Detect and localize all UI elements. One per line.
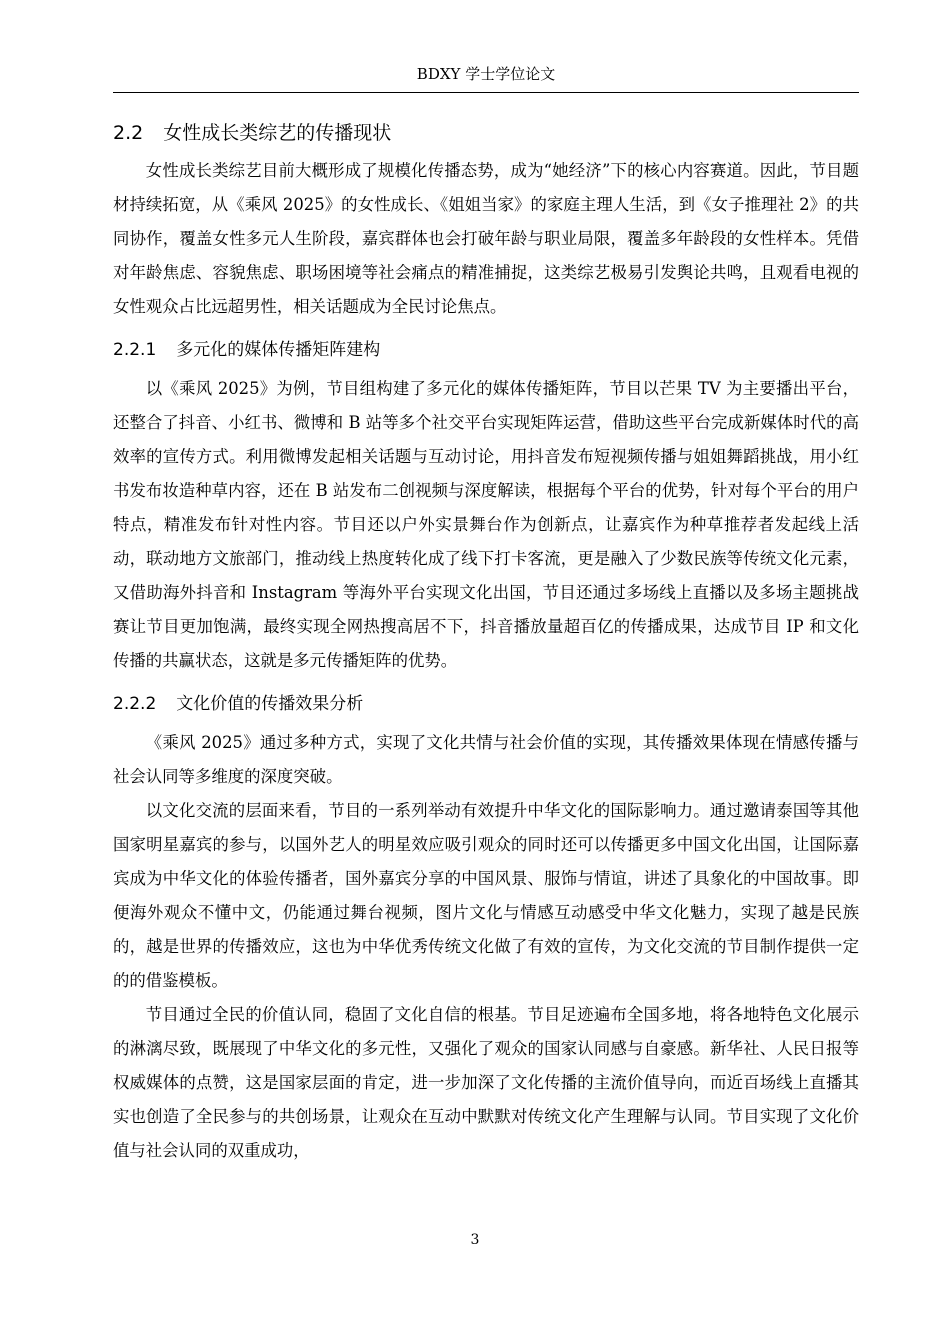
paragraph: 以文化交流的层面来看，节目的一系列举动有效提升中华文化的国际影响力。通过邀请泰国等其他国家明星嘉宾的参与，以国外艺人的明星效应吸引观众的同时还可以传播更多中国文化出国，让国际嘉宾成为中华文化的体验传播者，国外嘉宾分享的中国风景、服饰与情谊，讲述了具象化的中国故事。即便海外观众不懂中文，仍能通过舞台视频，图片文化与情感互动感受中华文化魅力，实现了越是民族的，越是世界的传播效应，这也为中华优秀传统文化做了有效的宣传，为文化交流的节目制作提供一定的的借鉴模板。 [113, 801, 859, 990]
section-title: 女性成长类综艺的传播现状 [163, 122, 392, 144]
section-title: 多元化的媒体传播矩阵建构 [176, 340, 381, 360]
section-heading-2-2 [113, 120, 859, 146]
section-title: 文化价值的传播效果分析 [176, 694, 364, 714]
page-number: 3 [470, 1232, 480, 1248]
paragraph: 节目通过全民的价值认同，稳固了文化自信的根基。节目足迹遍布全国多地，将各地特色文化展示的淋漓尽致，既展现了中华文化的多元性，又强化了观众的国家认同感与自豪感。新华社、人民日报等权威媒体的点赞，这是国家层面的肯定，进一步加深了文化传播的主流价值导向，而近百场线上直播其实也创造了全民参与的共创场景，让观众在互动中默默对传统文化产生理解与认同。节目实现了文化价值与社会认同的双重成功， [113, 1005, 859, 1160]
section-number: 2.2.1 [113, 340, 157, 360]
paragraph: 以《乘风 2025》为例，节目组构建了多元化的媒体传播矩阵，节目以芒果 TV 为主要播出平台，还整合了抖音、小红书、微博和 B 站等多个社交平台实现矩阵运营，借助这些平台完成新媒体时代的高效率的宣传方式。利用微博发起相关话题与互动讨论，用抖音发布短视频传播与姐姐舞蹈挑战，用小红书发布妆造种草内容，还在 B 站发布二创视频与深度解读，根据每个平台的优势，针对每个平台的用户特点，精准发布针对性内容。节目还以户外实景舞台作为创新点，让嘉宾作为种草推荐者发起线上活动，联动地方文旅部门，推动线上热度转化成了线下打卡客流，更是融入了少数民族等传统文化元素，又借助海外抖音和 Instagram 等海外平台实现文化出国，节目还通过多场线上直播以及多场主题挑战赛让节目更加饱满，最终实现全网热搜高居不下，抖音播放量超百亿的传播成果，达成节目 IP 和文化传播的共赢状态，这就是多元传播矩阵的优势。 [113, 379, 859, 670]
paragraph: 女性成长类综艺目前大概形成了规模化传播态势，成为“她经济”下的核心内容赛道。因此，节目题材持续拓宽，从《乘风 2025》的女性成长、《姐姐当家》的家庭主理人生活，到《女子推理社 2》的共同协作，覆盖女性多元人生阶段，嘉宾群体也会打破年龄与职业局限，覆盖多年龄段的女性样本。凭借对年龄焦虑、容貌焦虑、职场困境等社会痛点的精准捕捉，这类综艺极易引发舆论共鸣，且观看电视的女性观众占比远超男性，相关话题成为全民讨论焦点。 [113, 161, 859, 316]
page-content [113, 112, 859, 1168]
header-rule [113, 92, 859, 93]
section-number: 2.2.2 [113, 694, 157, 714]
section-heading-2-2-1 [113, 338, 859, 362]
section-number: 2.2 [113, 122, 144, 144]
paragraph: 《乘风 2025》通过多种方式，实现了文化共情与社会价值的实现，其传播效果体现在情感传播与社会认同等多维度的深度突破。 [113, 733, 859, 786]
running-header: BDXY 学士学位论文 [416, 65, 556, 83]
section-heading-2-2-2 [113, 692, 859, 716]
